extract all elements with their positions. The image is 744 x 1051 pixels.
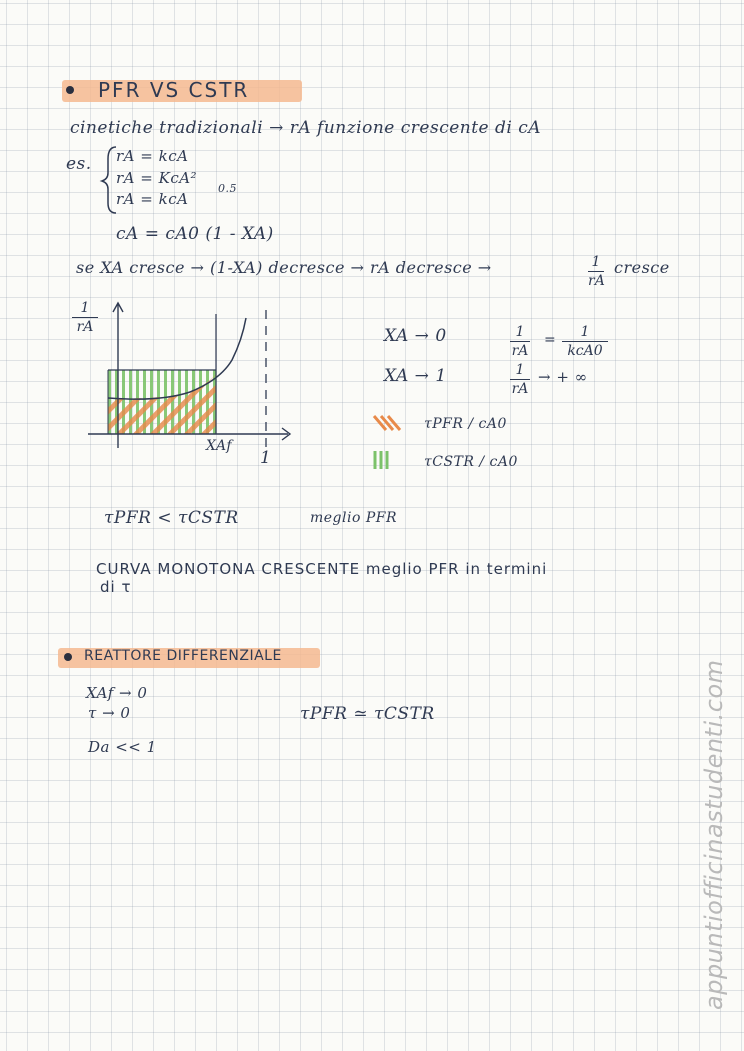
limit-1-rhs-den: kcA0: [567, 343, 603, 359]
limit-xa-1: XA → 1: [384, 366, 447, 386]
limit-1-eq: =: [544, 332, 557, 348]
section-title-reattore: REATTORE DIFFERENZIALE: [84, 648, 282, 664]
limit-1-rhs-fraction: [562, 324, 608, 359]
tau-comparison: τPFR < τCSTR: [104, 508, 239, 528]
compare-note: meglio PFR: [310, 510, 398, 526]
bullet-2: [64, 653, 72, 661]
watermark: appuntiofficinastudenti.com: [700, 659, 728, 1010]
limit-xa-0: XA → 0: [384, 326, 447, 346]
limit-1-den: rA: [511, 343, 529, 359]
limit-2-bar: [510, 379, 530, 380]
legend-green-swatch: [372, 450, 394, 470]
system-eq-2: rA = KcA²: [116, 169, 198, 187]
limit-2-den: rA: [511, 381, 529, 397]
limit-2-fraction: [510, 362, 530, 397]
concentration-equation: cA = cA0 (1 - XA): [116, 224, 274, 244]
x-tick-xaf: XAf: [206, 438, 233, 454]
legend-cstr: τCSTR / cA0: [424, 454, 518, 470]
section-title-pfr-vs-cstr: PFR VS CSTR: [98, 78, 250, 102]
limit-1-rhs-bar: [562, 341, 608, 342]
system-exponent: 0.5: [218, 182, 237, 195]
y-label-den: rA: [76, 319, 94, 335]
y-label-num: 1: [80, 300, 90, 316]
frac-bar: [588, 271, 604, 272]
curve-note: CURVA MONOTONA CRESCENTE meglio PFR in termini: [96, 560, 548, 578]
tau-approx: τPFR ≃ τCSTR: [300, 704, 435, 724]
bullet: [66, 86, 74, 94]
intro-line: cinetiche tradizionali → rA funzione crescente di cA: [70, 118, 542, 138]
frac-num: 1: [591, 254, 601, 270]
diff-line-3: Da << 1: [88, 738, 157, 756]
frac-den: rA: [588, 273, 605, 289]
limit-1-bar: [510, 341, 530, 342]
diff-line-1: XAf → 0: [86, 684, 148, 702]
system-eq-1: rA = kcA: [116, 147, 189, 165]
limit-2-num: 1: [515, 362, 525, 378]
inverse-ra-fraction: [588, 254, 604, 289]
legend-orange-swatch: [372, 414, 400, 432]
limit-2-rhs: → + ∞: [538, 368, 588, 386]
se-line: se XA cresce → (1-XA) decresce → rA decresce →: [76, 258, 492, 277]
es-label: es.: [66, 154, 92, 174]
limit-1-rhs-num: 1: [580, 324, 590, 340]
system-eq-3: rA = kcA: [116, 190, 189, 208]
graph: [80, 300, 300, 460]
limit-1-fraction: [510, 324, 530, 359]
curve-note-2: di τ: [100, 578, 132, 596]
limit-1-num: 1: [515, 324, 525, 340]
x-end-one: 1: [260, 448, 272, 468]
cresce-word: cresce: [614, 258, 670, 277]
diff-line-2: τ → 0: [88, 704, 131, 722]
legend-pfr: τPFR / cA0: [424, 416, 507, 432]
